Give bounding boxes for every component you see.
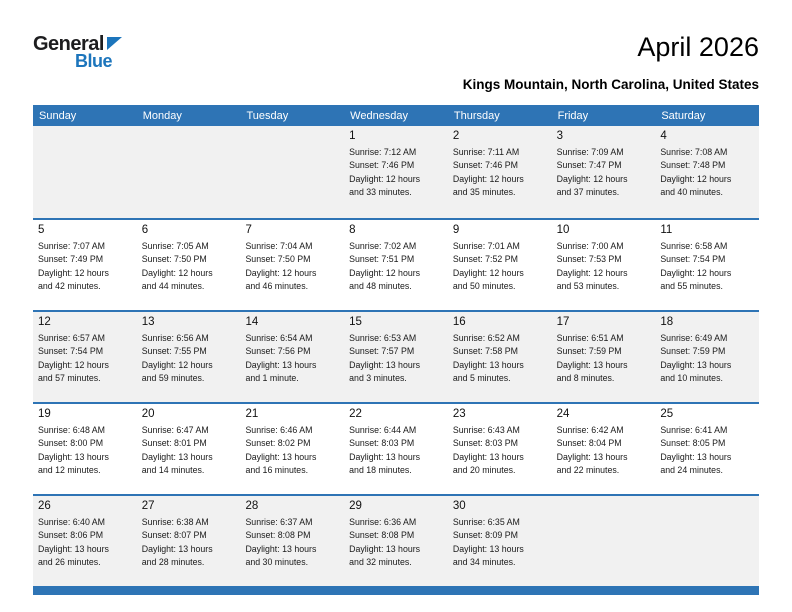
sunset-text: Sunset: 7:47 PM [556,160,622,171]
daylight-text-line1: Daylight: 13 hours [452,543,524,554]
sunrise-text: Sunrise: 6:44 AM [349,425,417,435]
daylight-text-line1: Daylight: 13 hours [660,451,732,462]
day-cell-13 [137,312,241,402]
sunset-text: Sunset: 7:56 PM [245,346,311,357]
daylight-text-line2: and 24 minutes. [660,464,723,475]
day-cell-26 [33,496,137,586]
sunrise-text: Sunrise: 6:38 AM [141,517,209,527]
daylight-text-line2: and 40 minutes. [660,186,723,197]
week-row-2 [33,218,759,310]
sunset-text: Sunset: 8:00 PM [38,438,104,449]
day-number: 12 [38,316,51,328]
day-number: 14 [245,316,259,328]
daylight-text-line1: Daylight: 12 hours [141,267,213,278]
daylight-text-line2: and 48 minutes. [349,280,412,291]
day-number: 19 [38,408,51,420]
sunrise-text: Sunrise: 6:48 AM [38,425,105,435]
weekday-header-tuesday: Tuesday [246,109,289,122]
daylight-text-line2: and 35 minutes. [452,186,516,197]
daylight-text-line2: and 18 minutes. [349,464,412,475]
sunrise-text: Sunrise: 6:52 AM [452,333,520,343]
daylight-text-line2: and 32 minutes. [349,556,412,567]
sunrise-text: Sunrise: 7:09 AM [556,147,624,157]
daylight-text-line1: Daylight: 13 hours [38,543,109,554]
day-number: 1 [349,130,356,142]
daylight-text-line2: and 57 minutes. [38,372,101,383]
daylight-text-line1: Daylight: 13 hours [349,451,421,462]
sunrise-text: Sunrise: 6:49 AM [660,333,728,343]
daylight-text-line1: Daylight: 12 hours [245,267,317,278]
sunset-text: Sunset: 7:55 PM [141,346,207,357]
sunset-text: Sunset: 8:05 PM [660,438,726,449]
daylight-text-line1: Daylight: 13 hours [452,359,524,370]
sunrise-text: Sunrise: 6:40 AM [38,517,105,527]
daylight-text-line2: and 26 minutes. [38,556,101,567]
day-number: 23 [452,408,466,420]
daylight-text-line2: and 12 minutes. [38,464,101,475]
daylight-text-line1: Daylight: 12 hours [38,359,109,370]
daylight-text-line2: and 46 minutes. [245,280,309,291]
daylight-text-line1: Daylight: 12 hours [452,267,524,278]
sunset-text: Sunset: 8:08 PM [349,530,415,541]
daylight-text-line1: Daylight: 12 hours [556,173,628,184]
sunset-text: Sunset: 8:07 PM [141,530,207,541]
sunset-text: Sunset: 7:51 PM [349,254,415,265]
daylight-text-line2: and 42 minutes. [38,280,101,291]
daylight-text-line2: and 14 minutes. [141,464,205,475]
daylight-text-line1: Daylight: 12 hours [349,173,421,184]
sunrise-text: Sunrise: 6:35 AM [452,517,520,527]
sunrise-text: Sunrise: 7:01 AM [452,241,520,251]
day-cell-14 [240,312,344,402]
weekday-header-wednesday: Wednesday [350,109,409,122]
day-number: 28 [245,500,259,512]
day-cell-29 [344,496,448,586]
day-cell-4 [655,126,759,218]
sunset-text: Sunset: 8:01 PM [141,438,207,449]
sunrise-text: Sunrise: 6:37 AM [245,517,313,527]
sunrise-text: Sunrise: 6:57 AM [38,333,105,343]
day-number: 5 [38,224,45,236]
logo-flag-icon [107,37,122,50]
sunset-text: Sunset: 7:46 PM [349,160,415,171]
sunrise-text: Sunrise: 7:11 AM [452,147,520,157]
day-number: 2 [452,130,460,142]
daylight-text-line1: Daylight: 13 hours [141,543,213,554]
daylight-text-line2: and 30 minutes. [245,556,309,567]
day-cell-28 [240,496,344,586]
daylight-text-line2: and 34 minutes. [452,556,516,567]
day-number: 8 [349,224,356,236]
day-number: 11 [660,224,673,236]
daylight-text-line2: and 44 minutes. [141,280,205,291]
daylight-text-line1: Daylight: 13 hours [556,451,628,462]
weekday-header-sunday: Sunday [39,109,77,122]
page-header [33,34,759,92]
day-cell-6 [137,220,241,310]
calendar-grid [33,105,759,586]
day-number: 20 [141,408,155,420]
daylight-text-line1: Daylight: 13 hours [38,451,109,462]
daylight-text-line1: Daylight: 13 hours [660,359,732,370]
daylight-text-line2: and 37 minutes. [556,186,620,197]
daylight-text-line2: and 3 minutes. [349,372,407,383]
day-cell-10 [552,220,656,310]
sunrise-text: Sunrise: 6:51 AM [556,333,624,343]
sunrise-text: Sunrise: 7:07 AM [38,241,105,251]
day-number: 10 [556,224,570,236]
day-cell-20 [137,404,241,494]
day-cell-27 [137,496,241,586]
day-cell-19 [33,404,137,494]
daylight-text-line1: Daylight: 13 hours [556,359,628,370]
day-number: 18 [660,316,674,328]
sunset-text: Sunset: 7:59 PM [556,346,622,357]
day-cell-18 [655,312,759,402]
sunset-text: Sunset: 7:58 PM [452,346,518,357]
day-number: 21 [245,408,259,420]
day-number: 7 [245,224,252,236]
day-number: 17 [556,316,570,328]
sunrise-text: Sunrise: 7:05 AM [141,241,209,251]
day-cell-11 [655,220,759,310]
daylight-text-line2: and 33 minutes. [349,186,412,197]
day-cell-16 [448,312,552,402]
calendar-table [33,105,759,595]
daylight-text-line1: Daylight: 13 hours [349,543,421,554]
daylight-text-line2: and 50 minutes. [452,280,516,291]
empty-cell [552,496,656,586]
day-cell-9 [448,220,552,310]
day-cell-2 [448,126,552,218]
sunrise-text: Sunrise: 6:41 AM [660,425,728,435]
day-number: 16 [452,316,466,328]
daylight-text-line2: and 8 minutes. [556,372,615,383]
sunset-text: Sunset: 7:50 PM [141,254,207,265]
logo-text-blue: Blue [75,51,113,71]
daylight-text-line2: and 59 minutes. [141,372,205,383]
weekday-header-monday: Monday [142,109,182,122]
sunset-text: Sunset: 7:52 PM [452,254,518,265]
day-number: 24 [556,408,570,420]
daylight-text-line1: Daylight: 13 hours [245,359,317,370]
empty-cell [33,126,137,218]
sunrise-text: Sunrise: 6:58 AM [660,241,728,251]
sunset-text: Sunset: 7:54 PM [38,346,104,357]
week-row-4 [33,402,759,494]
day-cell-12 [33,312,137,402]
daylight-text-line2: and 55 minutes. [660,280,723,291]
weekday-header-friday: Friday [557,109,589,122]
sunrise-text: Sunrise: 6:36 AM [349,517,417,527]
sunrise-text: Sunrise: 6:46 AM [245,425,313,435]
sunrise-text: Sunrise: 6:43 AM [452,425,520,435]
daylight-text-line1: Daylight: 13 hours [245,451,317,462]
day-number: 13 [141,316,155,328]
sunset-text: Sunset: 8:02 PM [245,438,311,449]
day-cell-5 [33,220,137,310]
day-cell-30 [448,496,552,586]
day-cell-3 [552,126,656,218]
day-cell-24 [552,404,656,494]
sunset-text: Sunset: 8:03 PM [452,438,518,449]
sunset-text: Sunset: 8:09 PM [452,530,518,541]
daylight-text-line1: Daylight: 12 hours [660,173,732,184]
day-number: 15 [349,316,362,328]
empty-cell [137,126,241,218]
daylight-text-line2: and 5 minutes. [452,372,511,383]
day-number: 30 [452,500,466,512]
day-cell-22 [344,404,448,494]
day-number: 9 [452,224,460,236]
sunset-text: Sunset: 7:54 PM [660,254,726,265]
day-cell-15 [344,312,448,402]
daylight-text-line1: Daylight: 12 hours [660,267,732,278]
daylight-text-line1: Daylight: 12 hours [141,359,213,370]
daylight-text-line2: and 10 minutes. [660,372,723,383]
daylight-text-line1: Daylight: 12 hours [556,267,628,278]
sunset-text: Sunset: 8:08 PM [245,530,311,541]
day-cell-17 [552,312,656,402]
daylight-text-line1: Daylight: 12 hours [452,173,524,184]
sunset-text: Sunset: 7:49 PM [38,254,104,265]
sunrise-text: Sunrise: 6:47 AM [141,425,209,435]
day-number: 27 [141,500,155,512]
day-number: 3 [556,130,563,142]
sunset-text: Sunset: 7:59 PM [660,346,726,357]
daylight-text-line2: and 53 minutes. [556,280,620,291]
sunset-text: Sunset: 8:06 PM [38,530,104,541]
daylight-text-line1: Daylight: 13 hours [349,359,421,370]
day-cell-1 [344,126,448,218]
daylight-text-line1: Daylight: 13 hours [452,451,524,462]
page-title: April 2026 [637,32,759,62]
weekday-header-saturday: Saturday [661,109,706,122]
sunrise-text: Sunrise: 7:12 AM [349,147,417,157]
sunrise-text: Sunrise: 7:08 AM [660,147,728,157]
week-row-5 [33,494,759,586]
sunrise-text: Sunrise: 7:00 AM [556,241,624,251]
daylight-text-line2: and 16 minutes. [245,464,309,475]
week-row-3 [33,310,759,402]
week-row-1 [33,126,759,218]
sunrise-text: Sunrise: 6:54 AM [245,333,313,343]
sunrise-text: Sunrise: 6:56 AM [141,333,209,343]
sunrise-text: Sunrise: 6:53 AM [349,333,417,343]
daylight-text-line2: and 20 minutes. [452,464,516,475]
empty-cell [655,496,759,586]
sunset-text: Sunset: 8:04 PM [556,438,622,449]
day-cell-7 [240,220,344,310]
weekday-header-thursday: Thursday [453,109,500,122]
general-blue-logo [33,34,122,70]
footer-bar [33,586,759,595]
sunrise-text: Sunrise: 7:02 AM [349,241,417,251]
day-cell-23 [448,404,552,494]
day-number: 29 [349,500,362,512]
sunrise-text: Sunrise: 6:42 AM [556,425,624,435]
daylight-text-line1: Daylight: 13 hours [141,451,213,462]
day-number: 22 [349,408,362,420]
sunrise-text: Sunrise: 7:04 AM [245,241,313,251]
sunset-text: Sunset: 7:53 PM [556,254,622,265]
weekday-header-row [33,105,759,126]
daylight-text-line2: and 28 minutes. [141,556,205,567]
location-subtitle: Kings Mountain, North Carolina, United States [462,77,759,92]
daylight-text-line1: Daylight: 12 hours [349,267,421,278]
daylight-text-line1: Daylight: 13 hours [245,543,317,554]
day-number: 4 [660,130,667,142]
logo-text-general: General [33,33,104,55]
sunset-text: Sunset: 7:46 PM [452,160,518,171]
daylight-text-line2: and 22 minutes. [556,464,620,475]
day-number: 6 [141,224,149,236]
daylight-text-line1: Daylight: 12 hours [38,267,109,278]
day-number: 25 [660,408,674,420]
sunset-text: Sunset: 7:57 PM [349,346,415,357]
sunset-text: Sunset: 7:48 PM [660,160,726,171]
day-cell-8 [344,220,448,310]
day-number: 26 [38,500,51,512]
day-cell-25 [655,404,759,494]
sunset-text: Sunset: 7:50 PM [245,254,311,265]
sunset-text: Sunset: 8:03 PM [349,438,415,449]
day-cell-21 [240,404,344,494]
title-block [463,34,759,92]
empty-cell [240,126,344,218]
daylight-text-line2: and 1 minute. [245,372,299,383]
